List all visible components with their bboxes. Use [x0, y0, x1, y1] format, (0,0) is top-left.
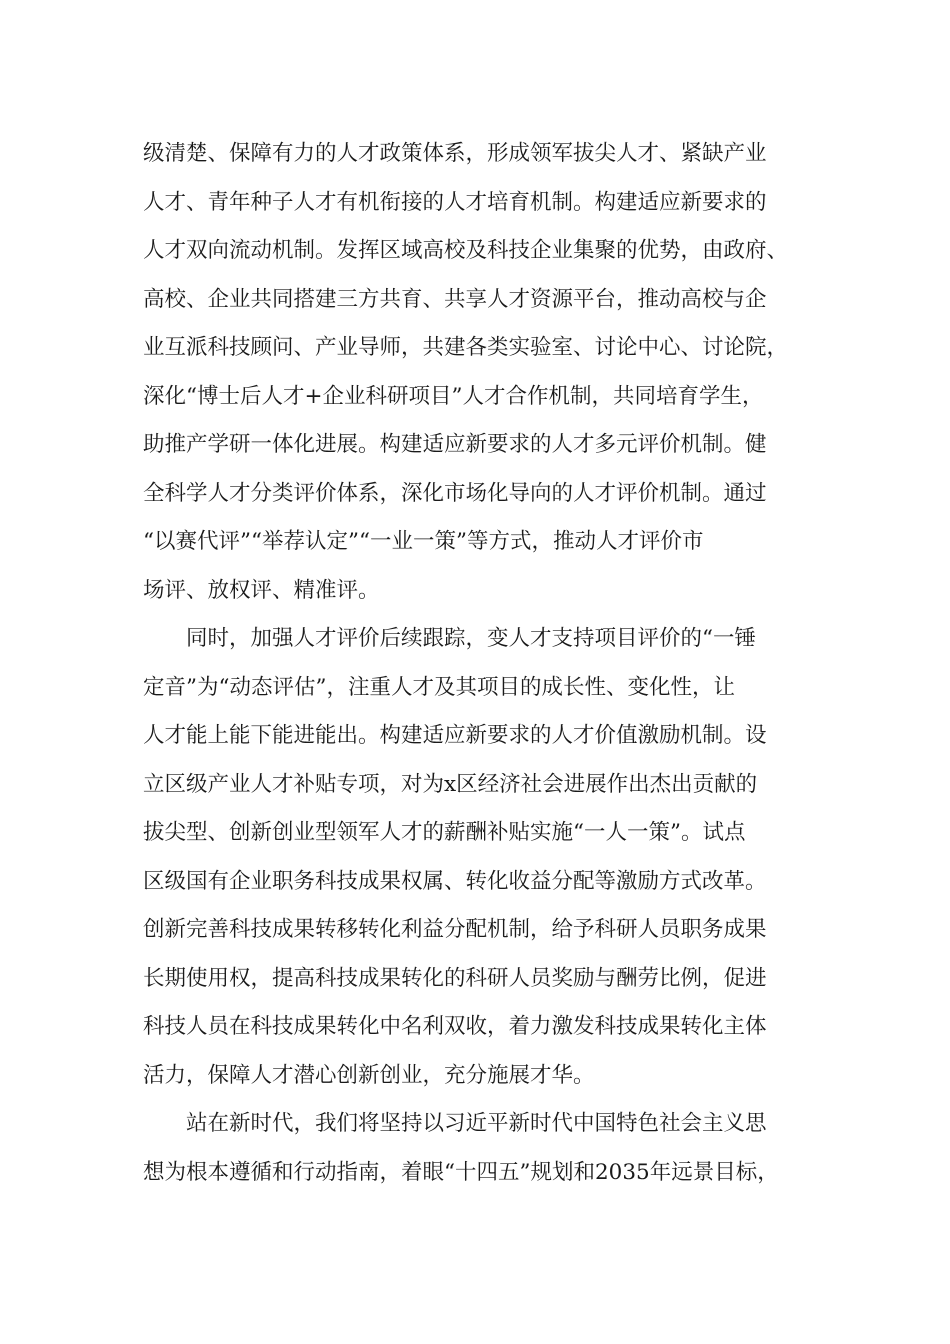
- text-line: 人才、青年种子人才有机衔接的人才培育机制。构建适应新要求的: [143, 189, 767, 215]
- text-line: 科技人员在科技成果转化中名利双收，着力激发科技成果转化主体: [143, 1014, 767, 1039]
- text-line: 拔尖型、创新创业型领军人才的薪酬补贴实施“一人一策”。试点: [143, 820, 746, 845]
- text-line: “以赛代评”“举荐认定”“一业一策”等方式，推动人才评价市: [143, 529, 704, 554]
- paragraph-start-line: 站在新时代，我们将坚持以习近平新时代中国特色社会主义思: [186, 1111, 767, 1136]
- text-line: 想为根本遵循和行动指南，着眼“十四五”规划和2035年远景目标，: [143, 1159, 779, 1185]
- text-line: 创新完善科技成果转移转化利益分配机制，给予科研人员职务成果: [143, 917, 767, 942]
- text-line: 深化“博士后人才+企业科研项目”人才合作机制，共同培育学生，: [143, 383, 764, 409]
- text-line: 全科学人才分类评价体系，深化市场化导向的人才评价机制。通过: [143, 480, 767, 506]
- text-line: 立区级产业人才补贴专项，对为x区经济社会进展作出杰出贡献的: [143, 771, 758, 797]
- text-line: 助推产学研一体化进展。构建适应新要求的人才多元评价机制。健: [143, 432, 767, 457]
- text-line: 定音”为“动态评估”，注重人才及其项目的成长性、变化性，让: [143, 674, 735, 700]
- paragraph-start-line: 同时，加强人才评价后续跟踪，变人才支持项目评价的“一锤: [186, 626, 756, 651]
- text-line: 人才双向流动机制。发挥区域高校及科技企业集聚的优势，由政府、: [143, 238, 789, 263]
- text-line: 人才能上能下能进能出。构建适应新要求的人才价值激励机制。设: [143, 723, 767, 748]
- text-line: 业互派科技顾问、产业导师，共建各类实验室、讨论中心、讨论院，: [143, 335, 789, 360]
- text-line: 高校、企业共同搭建三方共育、共享人才资源平台，推动高校与企: [143, 286, 767, 312]
- text-line: 长期使用权，提高科技成果转化的科研人员奖励与酬劳比例，促进: [143, 965, 767, 991]
- text-line: 场评、放权评、精准评。: [143, 577, 380, 603]
- text-line: 区级国有企业职务科技成果权属、转化收益分配等激励方式改革。: [143, 868, 767, 894]
- text-line: 级清楚、保障有力的人才政策体系，形成领军拔尖人才、紧缺产业: [143, 141, 767, 166]
- body-text: [143, 130, 833, 1197]
- text-line: 活力，保障人才潜心创新创业，充分施展才华。: [143, 1062, 595, 1088]
